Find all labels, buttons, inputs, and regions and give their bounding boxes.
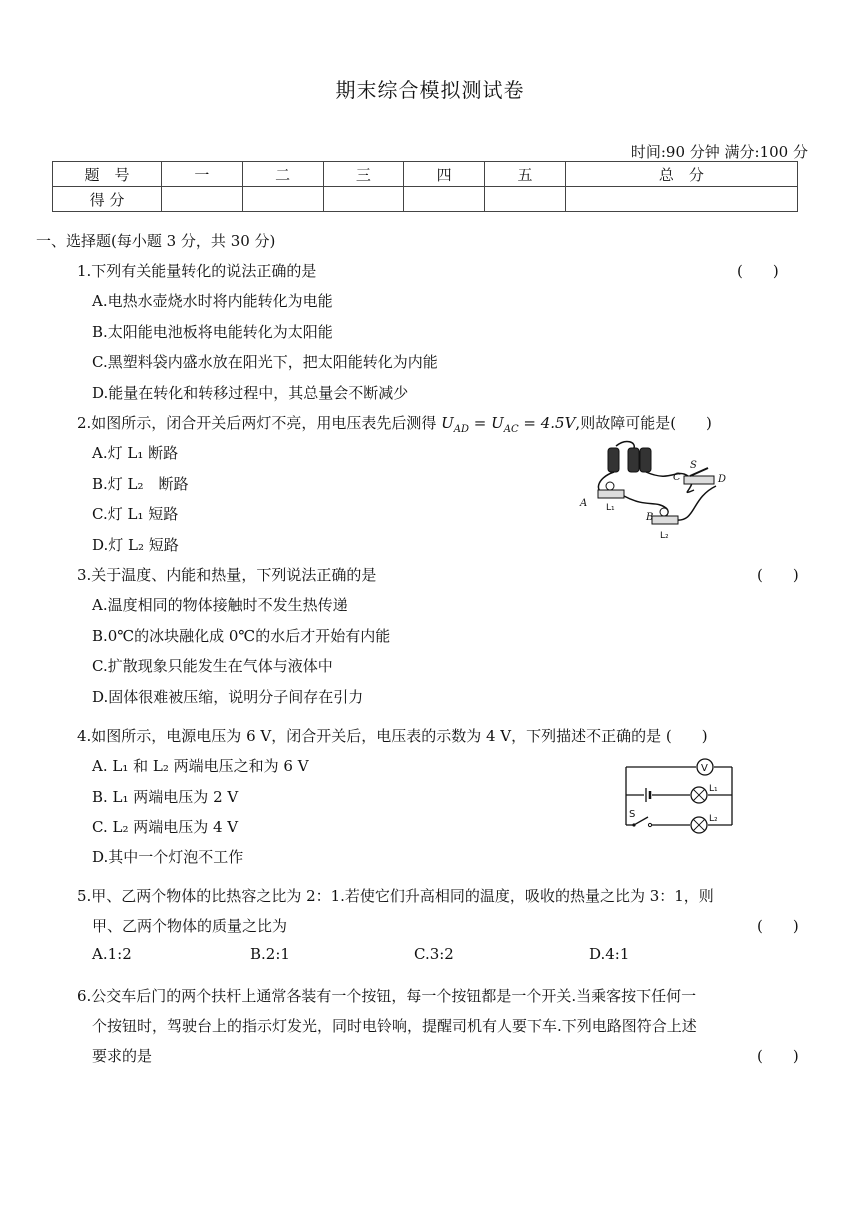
score-cell[interactable] [162, 187, 243, 212]
page-title: 期末综合模拟测试卷 [335, 78, 525, 102]
label-l1: L₁ [606, 503, 615, 513]
q1-option-c: C.黑塑料袋内盛水放在阳光下，把太阳能转化为内能 [92, 353, 438, 371]
q6-answer-blank[interactable]: ( ) [757, 1047, 799, 1065]
q4-option-b: B. L₁ 两端电压为 2 V [92, 788, 239, 806]
q5-option-d: D.4:1 [589, 945, 630, 963]
score-cell[interactable] [242, 187, 323, 212]
header-cell: 二 [242, 162, 323, 187]
label-l2: L₂ [709, 814, 718, 824]
header-cell: 五 [485, 162, 566, 187]
label-b: B [646, 512, 654, 523]
bulb-icon [606, 482, 614, 490]
header-cell: 三 [323, 162, 404, 187]
q5-answer-blank[interactable]: ( ) [757, 917, 799, 935]
q4-option-c: C. L₂ 两端电压为 4 V [92, 818, 239, 836]
q5-line1: 5.甲、乙两个物体的比热容之比为 2：1.若使它们升高相同的温度，吸收的热量之比为 3：1，则 [77, 887, 714, 905]
label-l1: L₁ [709, 784, 718, 794]
q3-option-a: A.温度相同的物体接触时不发生热传递 [92, 596, 348, 614]
q6-line2: 个按钮时，驾驶台上的指示灯发光，同时电铃响，提醒司机有人要下车.下列电路图符合上述 [92, 1017, 697, 1035]
label-v: V [701, 763, 708, 774]
q2-formula: $U_{AD} = U_{AC} = 4.5V$ [441, 414, 576, 435]
q2-circuit-figure [576, 438, 736, 548]
q2-stem-pre: 2.如图所示，闭合开关后两灯不亮，用电压表先后测得 [77, 414, 442, 432]
section-heading: 一、选择题(每小题 3 分，共 30 分) [36, 232, 276, 250]
q1-option-a: A.电热水壶烧水时将内能转化为电能 [92, 292, 333, 310]
q3-option-b: B.0℃的冰块融化成 0℃的水后才开始有内能 [92, 627, 391, 645]
score-table-header-row [53, 162, 798, 187]
q5-option-a: A.1:2 [92, 945, 132, 963]
time-info: 时间:90 分钟 满分:100 分 [630, 143, 808, 161]
label-l2: L₂ [660, 531, 669, 541]
score-cell[interactable] [565, 187, 797, 212]
q6-line3: 要求的是 [92, 1047, 153, 1065]
lamp-base [598, 490, 624, 498]
lamp-base [652, 516, 678, 524]
q5-option-c: C.3:2 [414, 945, 454, 963]
q1-stem: 1.下列有关能量转化的说法正确的是 [77, 262, 317, 280]
score-table-score-row [53, 187, 798, 212]
header-cell: 总 分 [565, 162, 797, 187]
header-cell: 题 号 [53, 162, 162, 187]
q5-line2: 甲、乙两个物体的质量之比为 [92, 917, 288, 935]
q3-option-c: C.扩散现象只能发生在气体与液体中 [92, 657, 333, 675]
switch-base [684, 476, 714, 484]
battery-icon [628, 448, 639, 472]
q1-option-b: B.太阳能电池板将电能转化为太阳能 [92, 323, 333, 341]
q3-stem: 3.关于温度、内能和热量，下列说法正确的是 [77, 566, 377, 584]
q4-circuit-figure [620, 757, 744, 841]
q2-option-b: B.灯 L₂ 断路 [92, 475, 189, 493]
battery-icon [608, 448, 619, 472]
q1-answer-blank[interactable]: ( ) [737, 262, 779, 280]
score-cell[interactable] [323, 187, 404, 212]
header-cell: 一 [162, 162, 243, 187]
label-s: S [690, 460, 697, 471]
q2-option-c: C.灯 L₁ 短路 [92, 505, 179, 523]
score-label-cell: 得 分 [53, 187, 162, 212]
bulb-icon [660, 508, 668, 516]
q2-option-d: D.灯 L₂ 短路 [92, 536, 179, 554]
battery-icon [640, 448, 651, 472]
score-cell[interactable] [485, 187, 566, 212]
label-a: A [580, 498, 588, 509]
label-d: D [718, 474, 727, 485]
header-cell: 四 [404, 162, 485, 187]
q2-stem [77, 412, 712, 435]
label-s: S [629, 809, 636, 820]
q2-option-a: A.灯 L₁ 断路 [92, 444, 179, 462]
score-table [52, 161, 798, 212]
label-c: C [673, 472, 681, 483]
q1-option-d: D.能量在转化和转移过程中，其总量会不断减少 [92, 384, 409, 402]
q3-answer-blank[interactable]: ( ) [757, 566, 799, 584]
q4-stem: 4.如图所示，电源电压为 6 V，闭合开关后，电压表的示数为 4 V，下列描述不正确的是 ( ) [77, 727, 708, 745]
q6-line1: 6.公交车后门的两个扶杆上通常各装有一个按钮，每一个按钮都是一个开关.当乘客按下任何一 [77, 987, 697, 1005]
q3-option-d: D.固体很难被压缩，说明分子间存在引力 [92, 688, 364, 706]
q4-option-d: D.其中一个灯泡不工作 [92, 848, 244, 866]
score-cell[interactable] [404, 187, 485, 212]
q4-option-a: A. L₁ 和 L₂ 两端电压之和为 6 V [92, 757, 309, 775]
q5-option-b: B.2:1 [250, 945, 290, 963]
q2-stem-post: ,则故障可能是( ) [575, 414, 712, 432]
